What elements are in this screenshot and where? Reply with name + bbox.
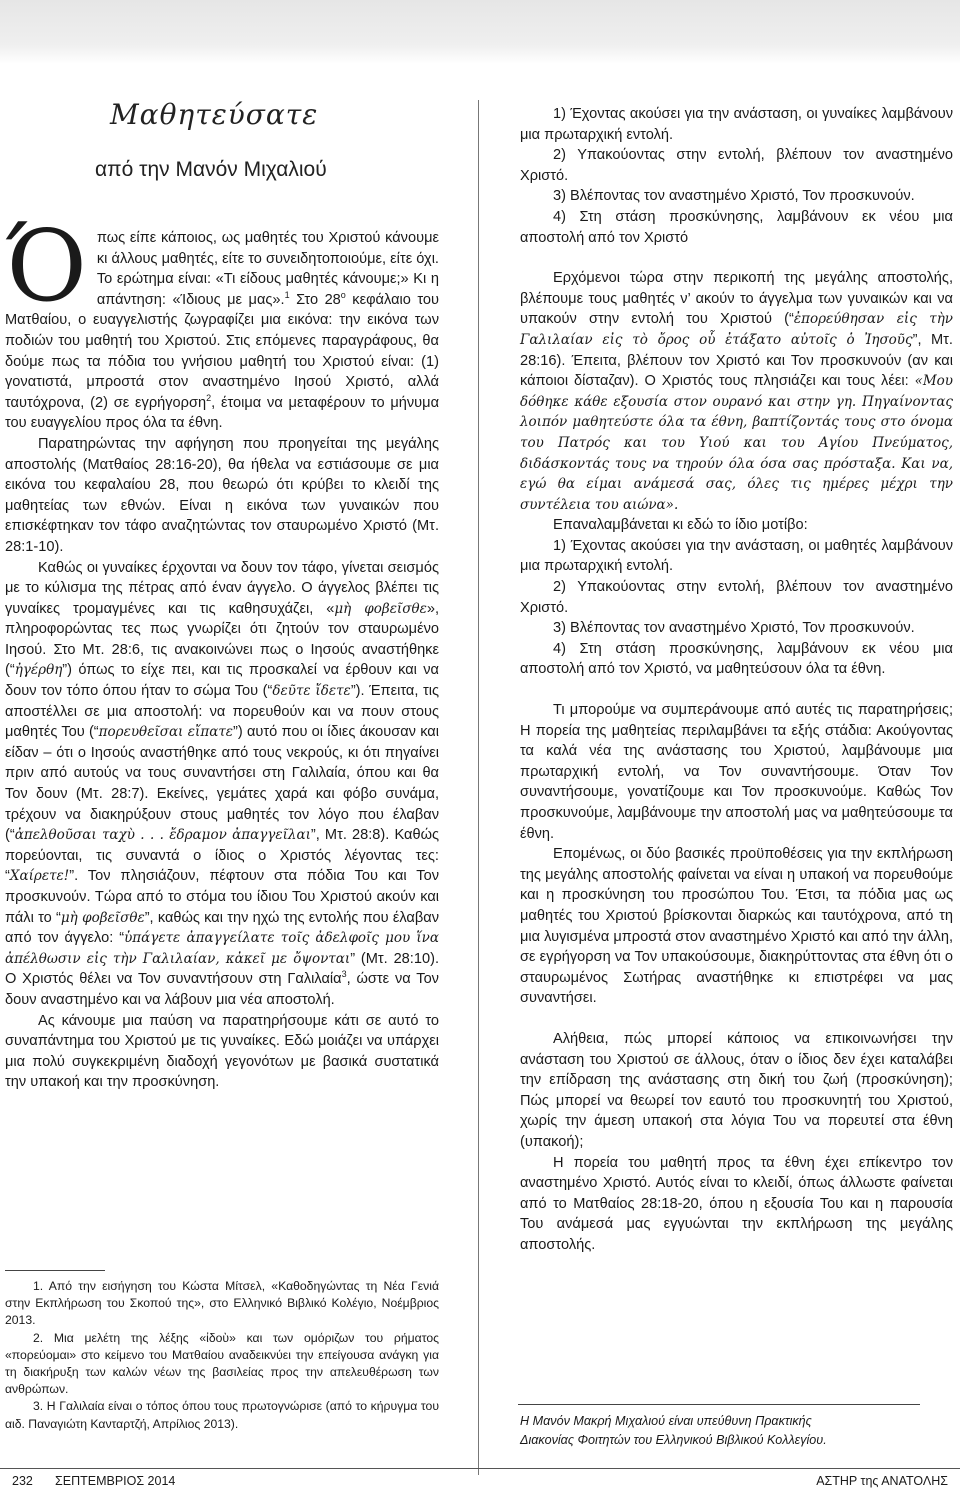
list2-item-2: 2) Υπακούοντας στην εντολή, βλέπουν τον αναστημένο Χριστό. [520, 579, 953, 616]
bio-line-1: Η Μανόν Μακρή Μιχαλιού είναι υπεύθυνη Πρακτικής [520, 1414, 812, 1428]
issue-month: ΣΕΠΤΕΜΒΡΙΟΣ 2014 [55, 1474, 176, 1488]
list1-item-2: 2) Υπακούοντας στην εντολή, βλέπουν τον αναστημένο Χριστό. [520, 147, 953, 184]
paragraph-2: Παρατηρώντας την αφήγηση που προηγείται της μεγάλης αποστολής (Ματθαίος 28:16-20), θα ήθελα να εστιάσουμε σε μια εικόνα του κεφαλαίου 28, που θεωρώ ότι κρύβει το κλειδί της μαθητείας των εθνών. Είναι η εικόνα των γυναικών που επισκέφτηκαν τον τάφο αναζητώντας τον σταυρωμένο Χριστό (Μτ. 28:1-10). [5, 435, 439, 555]
paragraph-9: Αλήθεια, πώς μπορεί κάποιος να επικοινωνήσει την ανάσταση του Χριστού σε άλλους, όταν ο ίδιος δεν έχει καταλάβει την επίδραση της ανάστασης στη δική του ζωή (προσκύνηση); Πώς μπορεί να θεωρεί τον εαυτό του προσκυνητή του Χριστού, χωρίς την άμεση υπακοή στα λόγια Του να πορευτεί στα έθνη (υπακοή); [520, 1030, 953, 1150]
footnote-3: 3. Η Γαλιλαία είναι ο τόπος όπου τους πρωτογνώρισε (από το κήρυγμα του αιδ. Παναγιώτη Κανταρτζή, Απρίλιος 2013). [5, 1399, 439, 1431]
paragraph-8: Επομένως, οι δύο βασικές προϋποθέσεις για την εκπλήρωση της μεγάλης αποστολής φαίνεται να είναι η υπακοή να πορευθούμε και η προσκύνηση του προσώπου Του. Έτσι, τα πόδια μας ως μαθητές του Χριστού βρίσκονται διαρκώς και ταυτόχρονα, από τη μια λυγισμένα μπροστά στον αναστημένο Χριστό και από την άλλη, σε εγρήγορση να Τον υπακούσουμε, διακηρύττοντας στα έθνη ότι ο σταυρωμένος Σωτήρας αναστήθηκε κι επιστρέφει να μας συναντήσει. [520, 846, 953, 1007]
paragraph-10: Η πορεία του μαθητή προς τα έθνη έχει επίκεντρο τον αναστημένο Χριστό. Αυτός είναι το κλειδί, όπως άλλωστε φαίνεται από το Ματθαίος 28:18-20, όπου η εξουσία Του και η παρουσία Του ανάμεσά μας εγγυώνται την εκπλήρωση της μεγάλης αποστολής. [520, 1154, 953, 1253]
page-number: 232 [12, 1474, 33, 1488]
paragraph-1: Όπως είπε κάποιος, ως μαθητές του Χριστού κάνουμε κι άλλους μαθητές, είτε το συνειδητοποιούμε, είτε όχι. Το ερώτημα είναι: «Τι είδους μαθητές κάνουμε;» Κι η απάντηση: «Ίδιους με μας».$^1$ Στο $28^o$ κεφάλαιο του Ματθαίου, ο ευαγγελιστής ζωγραφίζει μια εικόνα: την εικόνα των ποδιών του μαθητή του Χριστού. Στις επόμενες παραγράφους, θα δούμε πως τα πόδια του γνήσιου μαθητή του Χριστού είναι: (1) γονατιστά, μπροστά στον αναστημένο Ιησού Χριστό, αλλά ταυτόχρονα, (2) σε εγρήγορση$^2$, έτοιμα να μεταφέρουν το μήνυμα του ευαγγελίου προς όλα τα έθνη. [5, 210, 440, 432]
list1-item-3: 3) Βλέποντας τον αναστημένο Χριστό, Τον προσκυνούν. [553, 188, 915, 205]
dropcap: Ό [5, 210, 87, 324]
right-column [520, 104, 953, 1255]
list2-item-4: 4) Στη στάση προσκύνησης, λαμβάνουν εκ νέου μια αποστολή από τον Χριστό, να μαθητεύσουν όλα τα έθνη. [520, 640, 953, 678]
footnote-1: 1. Από την εισήγηση του Κώστα Μίτσελ, «Καθοδηγώντας τη Νέα Γενιά στην Εκπλήρωση του Σκοπού της», στο Ελληνικό Βιβλικό Κολέγιο, Νοέμβριος 2013. [5, 1279, 439, 1328]
column-divider [478, 100, 479, 1475]
paragraph-6: Επαναλαμβάνεται κι εδώ το ίδιο μοτίβο: [553, 517, 808, 534]
footer-rule [0, 1468, 960, 1469]
magazine-name: ΑΣΤΗΡ της ΑΝΑΤΟΛΗΣ [816, 1474, 948, 1488]
paragraph-7: Τι μπορούμε να συμπεράνουμε από αυτές τις παρατηρήσεις; Η πορεία της μαθητείας περιλαμβάνει τα εξής στάδια: Ακούγοντας τα καλά νέα της ανάστασης του Χριστού, λαμβάνουμε μια πρωταρχική εντολή, να Τον συναντήσουμε. Όταν Τον συναντήσουμε, γονατίζουμε και Τον προσκυνούμε. Καθώς Τον προσκυνούμε, λαμβάνουμε την αποστολή μας να μαθητεύσουμε τα έθνη. [520, 702, 953, 842]
top-band [0, 0, 960, 64]
paragraph-3: Καθώς οι γυναίκες έρχονται να δουν τον τάφο, γίνεται σεισμός με το κύλισμα της πέτρας από έναν άγγελο. Ο άγγελος βλέπει τις γυναίκες τρομαγμένες και τις καθησυχάζει, «μὴ φοβεῖσθε», πληροφορώντας τες πως γνωρίζει ότι ζητούν τον σταυρωμένο Ιησού. Στο Μτ. 28:6, τις ανακοινώνει πως ο Ιησούς αναστήθηκε (“ἠγέρθη”) όπως το είχε πει, και τις προσκαλεί να έρθουν και να δουν τον τόπο όπου ήταν το σώμα Του (“δεῦτε ἴδετε”). Έπειτα, τις αποστέλλει σε μια αποστολή: να πορευθούν και να πουν στους μαθητές Του (“πορευθεῖσαι εἴπατε”) αυτό που οι ίδιες άκουσαν και είδαν – ότι ο Ιησούς αναστήθηκε από τους νεκρούς, κι ότι πηγαίνει πριν από αυτούς να τους συναντήσει στη Γαλιλαία, όπου και θα Τον δουν (Μτ. 28:7). Εκείνες, γεμάτες χαρά και φόβο συνάμα, τρέχουν να διακηρύξουν στους μαθητές τον λόγο που έλαβαν (“ἀπελθοῦσαι ταχὺ . . . ἔδραμον ἀπαγγεῖλαι”, Μτ. 28:8). Καθώς πορεύονται, τις συναντά ο ίδιος ο Χριστός λέγοντας τες: “Χαίρετε!”. Τον πλησιάζουν, πέφτουν στα πόδια Του και Τον προσκυνούν. Τώρα από το στόμα του ίδιου Του Χριστού ακούν και πάλι το “μὴ φοβεῖσθε”, καθώς και την ηχώ της εντολής που έλαβαν από τον άγγελο: “ὑπάγετε ἀπαγγείλατε τοῖς ἀδελφοῖς μου ἵνα ἀπέλθωσιν εἰς τὴν Γαλιλαίαν, κἀκεῖ με ὄψονται” (Μτ. 28:10). Ο Χριστός θέλει να Τον συναντήσουν στη Γαλιλαία$^3$, ώστε να Τον δουν αναστημένο και να λάβουν μια νέα αποστολή. [5, 559, 439, 1008]
list2-item-3: 3) Βλέποντας τον αναστημένο Χριστό, Τον προσκυνούν. [553, 620, 915, 637]
list1-item-4: 4) Στη στάση προσκύνησης, λαμβάνουν εκ νέου μια αποστολή από τον Χριστό [520, 208, 953, 246]
article-byline: από την Μανόν Μιχαλιού [95, 158, 327, 181]
paragraph-5: Ερχόμενοι τώρα στην περικοπή της μεγάλης αποστολής, βλέπουμε τους μαθητές ν’ ακούν το άγγελμα των γυναικών και να υπακούν στην εντολή του Χριστού (“ἐπορεύθησαν εἰς τὴν Γαλιλαίαν εἰς τὸ ὄρος οὗ ἐτάξατο αὐτοῖς ὁ Ἰησοῦς”, Μτ. 28:16). Έπειτα, βλέπουν τον Χριστό και Τον προσκυνούν (αν και κάποιοι δίσταζαν). Ο Χριστός τους πλησιάζει και τους λέει: «Μου δόθηκε κάθε εξουσία στον ουρανό και στην γη. Πηγαίνοντας λοιπόν μαθητεύστε όλα τα έθνη, βαπτίζοντάς τους στο όνομα του Πατρός και του Υιού και του Αγίου Πνεύματος, διδάσκοντάς τους να τηρούν όλα όσα σας πρόσταξα. Και να, εγώ θα είμαι ανάμεσά σας, όλες τις ημέρες μέχρι την συντέλεια του αιώνα». [520, 270, 953, 513]
bio-rule [518, 1404, 920, 1405]
paragraph-4: Ας κάνουμε μια παύση να παρατηρήσουμε κάτι σε αυτό το συναπάντημα του Χριστού με τις γυναίκες. Εδώ μοιάζει να υπάρχει μια πολύ συγκεκριμένη διαδοχή γεγονότων με βασικά συστατικά την υπακοή και την προσκύνηση. [5, 1012, 439, 1091]
bio-line-2: Διακονίας Φοιτητών του Ελληνικού Βιβλικού Κολλεγίου. [520, 1433, 827, 1447]
footnotes [5, 1278, 439, 1433]
left-column [5, 210, 440, 1093]
list2-item-1: 1) Έχοντας ακούσει για την ανάσταση, οι μαθητές λαμβάνουν μια πρωταρχική εντολή. [520, 537, 953, 575]
footnote-2: 2. Μια μελέτη της λέξης «ἰδοὺ» και των ομόριζων του ρήματος «πορεύομαι» στο κείμενο του Ματθαίου αναδεικνύει την επείγουσα ανάγκη για τη διακήρυξη των καλών νέων της βασιλείας προς την απελευθέρωση των ανθρώπων. [5, 1330, 439, 1397]
article-title: Μαθητεύσατε [110, 98, 319, 131]
page-footer [0, 1468, 960, 1492]
footnote-rule [5, 1270, 105, 1271]
list1-item-1: 1) Έχοντας ακούσει για την ανάσταση, οι γυναίκες λαμβάνουν μια πρωταρχική εντολή. [520, 106, 953, 143]
author-bio [520, 1412, 950, 1450]
